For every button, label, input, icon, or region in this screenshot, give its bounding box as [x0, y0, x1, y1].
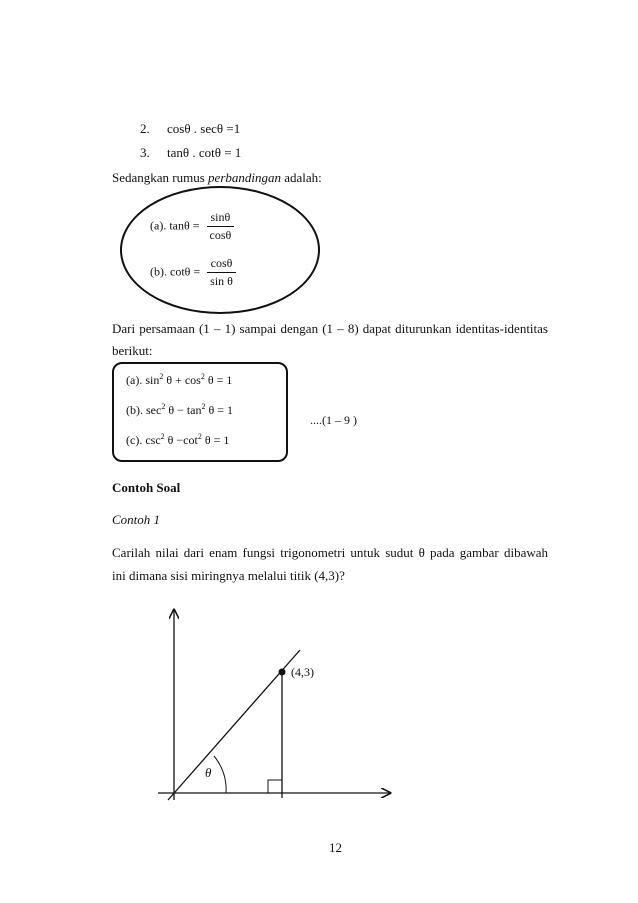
right-angle-marker — [268, 780, 282, 793]
example-label: Contoh 1 — [112, 512, 161, 527]
ratio-formula-cot: (b). cotθ = $\frac{\cos\theta}{\text{sin θ}}$ — [150, 255, 236, 290]
identity-c: (c). $\csc^2 \theta -\cot^2$ θ = 1 — [126, 432, 230, 447]
question-line: Carilah nilai dari enam fungsi trigonometri untuk sudut θ pada gambar dibawah — [112, 545, 548, 560]
paragraph-line: berikut: — [112, 343, 153, 358]
section-heading: Contoh Soal — [112, 480, 181, 495]
fraction: $\frac{\sin\theta}{\cos\theta}$ — [207, 209, 235, 244]
fraction: $\frac{\cos\theta}{\text{sin θ}}$ — [207, 255, 236, 290]
equation-reference: ....(1 – 9 ) — [310, 413, 357, 427]
intro-sentence: Sedangkan rumus perbandingan adalah: — [112, 170, 322, 185]
list-number: 2. — [140, 121, 150, 136]
identity-expression: cosθ . secθ =1 — [167, 121, 241, 136]
list-number: 3. — [140, 145, 150, 160]
ratio-formula-tan: (a). tanθ = $\frac{\sin\theta}{\cos\theta}$ — [150, 209, 234, 244]
point-marker — [279, 669, 286, 676]
point-label: (4,3) — [291, 665, 314, 679]
question-line: ini dimana sisi miringnya melalui titik (4,3)? — [112, 568, 345, 583]
angle-arc — [214, 756, 226, 793]
identity-a: (a). $\sin^2 \theta + \cos^2 \theta = 1$ — [126, 372, 233, 387]
identity-expression: tanθ . cotθ = 1 — [167, 145, 242, 160]
page-number: 12 — [329, 840, 342, 855]
angle-label: θ — [205, 765, 212, 780]
identity-b: (b). $\sec^2 \theta - \tan^2 \theta = 1$ — [126, 402, 234, 417]
paragraph-line: Dari persamaan (1 – 1) sampai dengan (1 – 8) dapat diturunkan identitas-identitas — [112, 321, 548, 336]
